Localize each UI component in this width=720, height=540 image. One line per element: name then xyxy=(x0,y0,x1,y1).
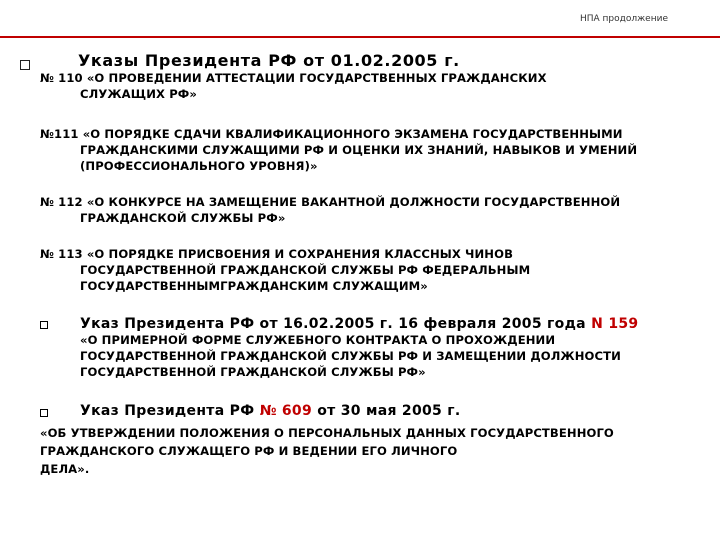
decree-item-113 xyxy=(40,246,700,294)
item-line: ГОСУДАРСТВЕННОЙ ГРАЖДАНСКОЙ СЛУЖБЫ РФ ФЕДЕРАЛЬНЫМ xyxy=(80,263,531,277)
decree-line: ГОСУДАРСТВЕННОЙ ГРАЖДАНСКОЙ СЛУЖБЫ РФ И ЗАМЕЩЕНИИ ДОЛЖНОСТИ xyxy=(80,349,621,363)
item-line: СЛУЖАЩИХ РФ» xyxy=(80,87,197,101)
decree-item-112 xyxy=(40,194,700,226)
decree-heading xyxy=(80,316,700,332)
decree-number: № 609 xyxy=(259,403,313,419)
decree-line: «ОБ УТВЕРЖДЕНИИ ПОЛОЖЕНИЯ О ПЕРСОНАЛЬНЫХ ДАННЫХ ГОСУДАРСТВЕННОГО xyxy=(40,426,614,440)
decree-item-111 xyxy=(40,126,700,174)
item-line: ГРАЖДАНСКОЙ СЛУЖБЫ РФ» xyxy=(80,211,286,225)
decree-609-body xyxy=(40,424,700,478)
header-rule xyxy=(0,36,720,38)
decree-item-110 xyxy=(40,70,700,102)
item-line: «О ПОРЯДКЕ ПРИСВОЕНИЯ И СОХРАНЕНИЯ КЛАССНЫХ ЧИНОВ xyxy=(86,247,514,261)
decree-line: «О ПРИМЕРНОЙ ФОРМЕ СЛУЖЕБНОГО КОНТРАКТА О ПРОХОЖДЕНИИ xyxy=(80,333,556,347)
item-number: №111 xyxy=(40,127,79,141)
decree-number: N 159 xyxy=(591,316,639,332)
item-line: «О КОНКУРСЕ НА ЗАМЕЩЕНИЕ ВАКАНТНОЙ ДОЛЖНОСТИ ГОСУДАРСТВЕННОЙ xyxy=(86,195,621,209)
decree-heading-text: Указ Президента РФ от 16.02.2005 г. 16 февраля 2005 года xyxy=(80,316,586,332)
square-bullet-icon xyxy=(40,409,48,417)
decree-609-heading xyxy=(80,403,700,419)
item-line: ГРАЖДАНСКИМИ СЛУЖАЩИМИ РФ И ОЦЕНКИ ИХ ЗНАНИЙ, НАВЫКОВ И УМЕНИЙ xyxy=(80,143,638,157)
item-number: № 110 xyxy=(40,71,83,85)
decree-line: ДЕЛА». xyxy=(40,462,90,476)
section-title: Указы Президента РФ от 01.02.2005 г. xyxy=(78,51,460,70)
item-line: ГОСУДАРСТВЕННЫМГРАЖДАНСКИМ СЛУЖАЩИМ» xyxy=(80,279,428,293)
square-bullet-icon xyxy=(20,60,30,70)
decree-line: ГРАЖДАНСКОГО СЛУЖАЩЕГО РФ И ВЕДЕНИИ ЕГО ЛИЧНОГО xyxy=(40,444,458,458)
header-label: НПА продолжение xyxy=(579,14,668,24)
item-line: «О ПРОВЕДЕНИИ АТТЕСТАЦИИ ГОСУДАРСТВЕННЫХ ГРАЖДАНСКИХ xyxy=(86,71,547,85)
item-number: № 112 xyxy=(40,195,83,209)
square-bullet-icon xyxy=(40,321,48,329)
decree-heading-text: Указ Президента РФ xyxy=(80,403,255,419)
item-line: «О ПОРЯДКЕ СДАЧИ КВАЛИФИКАЦИОННОГО ЭКЗАМЕНА ГОСУДАРСТВЕННЫМИ xyxy=(82,127,623,141)
decree-heading-text: от 30 мая 2005 г. xyxy=(317,403,461,419)
item-number: № 113 xyxy=(40,247,83,261)
decree-line: ГОСУДАРСТВЕННОЙ ГРАЖДАНСКОЙ СЛУЖБЫ РФ» xyxy=(80,365,426,379)
item-line: (ПРОФЕССИОНАЛЬНОГО УРОВНЯ)» xyxy=(80,159,318,173)
decree-159 xyxy=(80,316,700,380)
